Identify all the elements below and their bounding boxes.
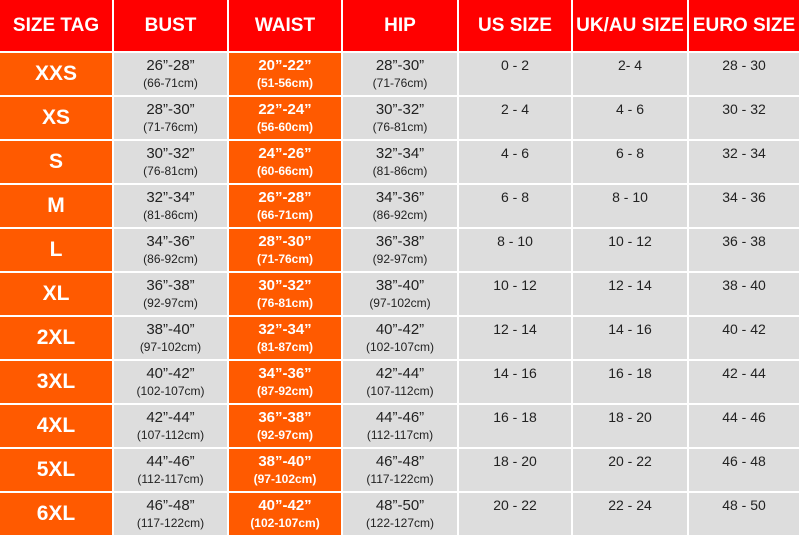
us-size-cell: 6 - 8 xyxy=(458,184,572,228)
bust-cm: (112-117cm) xyxy=(137,471,204,486)
waist-inches: 38”-40” xyxy=(258,452,312,470)
us-size-cell: 14 - 16 xyxy=(458,360,572,404)
waist-cell xyxy=(228,448,342,492)
header-us-size: US SIZE xyxy=(458,0,572,52)
header-euro-size: EURO SIZE xyxy=(688,0,800,52)
uk-size-cell: 20 - 22 xyxy=(572,448,688,492)
waist-cell xyxy=(228,52,342,96)
euro-size-cell: 48 - 50 xyxy=(688,492,800,536)
bust-inches: 36”-38” xyxy=(146,276,195,294)
bust-cell xyxy=(113,316,228,360)
hip-inches: 32”-34” xyxy=(375,144,425,162)
hip-inches: 44”-46” xyxy=(375,408,425,426)
bust-cell xyxy=(113,404,228,448)
bust-cm: (66-71cm) xyxy=(143,75,198,90)
bust-inches: 38”-40” xyxy=(146,320,195,338)
waist-cm: (97-102cm) xyxy=(253,471,317,486)
bust-inches: 46”-48” xyxy=(146,496,195,514)
waist-cm: (87-92cm) xyxy=(256,383,314,398)
hip-cm: (122-127cm) xyxy=(365,515,435,530)
bust-cell xyxy=(113,228,228,272)
waist-cell xyxy=(228,228,342,272)
waist-inches: 24”-26” xyxy=(258,144,312,162)
waist-inches: 22”-24” xyxy=(258,100,312,118)
bust-inches: 26”-28” xyxy=(146,56,195,74)
bust-inches: 42”-44” xyxy=(146,408,195,426)
header-size-tag: SIZE TAG xyxy=(0,0,113,52)
size-tag-cell: 2XL xyxy=(0,316,113,360)
size-tag-cell: XS xyxy=(0,96,113,140)
table-row xyxy=(0,360,800,404)
bust-inches: 34”-36” xyxy=(146,232,195,250)
uk-size-cell: 4 - 6 xyxy=(572,96,688,140)
header-bust: BUST xyxy=(113,0,228,52)
euro-size-cell: 44 - 46 xyxy=(688,404,800,448)
waist-cm: (66-71cm) xyxy=(256,207,314,222)
hip-cm: (92-97cm) xyxy=(372,251,428,266)
waist-inches: 30”-32” xyxy=(258,276,312,294)
waist-cell xyxy=(228,272,342,316)
waist-inches: 20”-22” xyxy=(258,56,312,74)
uk-size-cell: 8 - 10 xyxy=(572,184,688,228)
euro-size-cell: 40 - 42 xyxy=(688,316,800,360)
us-size-cell: 0 - 2 xyxy=(458,52,572,96)
size-tag-cell: 3XL xyxy=(0,360,113,404)
hip-cm: (112-117cm) xyxy=(366,427,434,442)
waist-inches: 36”-38” xyxy=(258,408,312,426)
hip-inches: 48”-50” xyxy=(375,496,425,514)
us-size-cell: 8 - 10 xyxy=(458,228,572,272)
hip-inches: 34”-36” xyxy=(375,188,425,206)
euro-size-cell: 42 - 44 xyxy=(688,360,800,404)
waist-cm: (60-66cm) xyxy=(256,163,314,178)
hip-cm: (76-81cm) xyxy=(372,119,428,134)
bust-cell xyxy=(113,272,228,316)
hip-cm: (107-112cm) xyxy=(366,383,434,398)
waist-inches: 40”-42” xyxy=(258,496,312,514)
euro-size-cell: 38 - 40 xyxy=(688,272,800,316)
us-size-cell: 2 - 4 xyxy=(458,96,572,140)
waist-cm: (71-76cm) xyxy=(256,251,314,266)
bust-inches: 32”-34” xyxy=(146,188,195,206)
bust-cm: (71-76cm) xyxy=(143,119,198,134)
table-row xyxy=(0,96,800,140)
uk-size-cell: 12 - 14 xyxy=(572,272,688,316)
bust-cell xyxy=(113,52,228,96)
table-row xyxy=(0,228,800,272)
us-size-cell: 12 - 14 xyxy=(458,316,572,360)
us-size-cell: 10 - 12 xyxy=(458,272,572,316)
waist-cell xyxy=(228,140,342,184)
waist-cm: (102-107cm) xyxy=(250,515,320,530)
size-tag-cell: S xyxy=(0,140,113,184)
hip-inches: 28”-30” xyxy=(375,56,425,74)
size-tag-cell: 4XL xyxy=(0,404,113,448)
size-tag-cell: 5XL xyxy=(0,448,113,492)
hip-cell xyxy=(342,448,458,492)
waist-cm: (51-56cm) xyxy=(256,75,314,90)
hip-inches: 46”-48” xyxy=(375,452,425,470)
hip-cell xyxy=(342,140,458,184)
bust-cm: (86-92cm) xyxy=(143,251,198,266)
uk-size-cell: 16 - 18 xyxy=(572,360,688,404)
euro-size-cell: 30 - 32 xyxy=(688,96,800,140)
bust-cm: (107-112cm) xyxy=(136,427,205,442)
waist-inches: 34”-36” xyxy=(258,364,312,382)
hip-inches: 38”-40” xyxy=(375,276,425,294)
size-tag-cell: L xyxy=(0,228,113,272)
hip-cm: (81-86cm) xyxy=(372,163,428,178)
bust-cell xyxy=(113,448,228,492)
size-tag-cell: XXS xyxy=(0,52,113,96)
euro-size-cell: 36 - 38 xyxy=(688,228,800,272)
size-tag-cell: M xyxy=(0,184,113,228)
waist-cell xyxy=(228,492,342,536)
table-row xyxy=(0,272,800,316)
hip-cell xyxy=(342,360,458,404)
waist-inches: 28”-30” xyxy=(258,232,312,250)
waist-inches: 32”-34” xyxy=(258,320,312,338)
bust-inches: 40”-42” xyxy=(146,364,195,382)
uk-size-cell: 18 - 20 xyxy=(572,404,688,448)
waist-cm: (56-60cm) xyxy=(256,119,314,134)
us-size-cell: 4 - 6 xyxy=(458,140,572,184)
hip-cell xyxy=(342,272,458,316)
waist-cell xyxy=(228,184,342,228)
uk-size-cell: 10 - 12 xyxy=(572,228,688,272)
bust-cm: (97-102cm) xyxy=(139,339,202,354)
bust-cm: (81-86cm) xyxy=(143,207,198,222)
waist-inches: 26”-28” xyxy=(258,188,312,206)
header-uk-au-size: UK/AU SIZE xyxy=(572,0,688,52)
hip-cm: (97-102cm) xyxy=(369,295,431,310)
header-waist: WAIST xyxy=(228,0,342,52)
table-row xyxy=(0,140,800,184)
hip-cell xyxy=(342,316,458,360)
uk-size-cell: 2- 4 xyxy=(572,52,688,96)
us-size-cell: 18 - 20 xyxy=(458,448,572,492)
us-size-cell: 16 - 18 xyxy=(458,404,572,448)
bust-cell xyxy=(113,360,228,404)
table-row xyxy=(0,184,800,228)
waist-cell xyxy=(228,316,342,360)
hip-cell xyxy=(342,492,458,536)
hip-cell xyxy=(342,184,458,228)
hip-inches: 30”-32” xyxy=(375,100,425,118)
table-row xyxy=(0,448,800,492)
bust-inches: 28”-30” xyxy=(146,100,195,118)
bust-cm: (102-107cm) xyxy=(136,383,205,398)
uk-size-cell: 14 - 16 xyxy=(572,316,688,360)
bust-cell xyxy=(113,96,228,140)
bust-cm: (76-81cm) xyxy=(143,163,198,178)
waist-cm: (81-87cm) xyxy=(256,339,314,354)
bust-inches: 44”-46” xyxy=(146,452,195,470)
header-hip: HIP xyxy=(342,0,458,52)
waist-cell xyxy=(228,96,342,140)
euro-size-cell: 34 - 36 xyxy=(688,184,800,228)
table-row xyxy=(0,52,800,96)
uk-size-cell: 22 - 24 xyxy=(572,492,688,536)
bust-cell xyxy=(113,140,228,184)
hip-cm: (71-76cm) xyxy=(372,75,428,90)
euro-size-cell: 32 - 34 xyxy=(688,140,800,184)
waist-cm: (92-97cm) xyxy=(256,427,314,442)
header-row xyxy=(0,0,800,52)
waist-cell xyxy=(228,404,342,448)
size-tag-cell: 6XL xyxy=(0,492,113,536)
hip-cm: (86-92cm) xyxy=(372,207,428,222)
bust-cell xyxy=(113,492,228,536)
hip-inches: 40”-42” xyxy=(375,320,425,338)
hip-cell xyxy=(342,228,458,272)
waist-cm: (76-81cm) xyxy=(256,295,314,310)
table-row xyxy=(0,316,800,360)
euro-size-cell: 28 - 30 xyxy=(688,52,800,96)
table-row xyxy=(0,404,800,448)
bust-inches: 30”-32” xyxy=(146,144,195,162)
bust-cm: (117-122cm) xyxy=(136,515,205,530)
hip-inches: 36”-38” xyxy=(375,232,425,250)
size-rows xyxy=(0,52,800,536)
euro-size-cell: 46 - 48 xyxy=(688,448,800,492)
hip-cell xyxy=(342,96,458,140)
table-row xyxy=(0,492,800,536)
hip-inches: 42”-44” xyxy=(375,364,425,382)
hip-cm: (117-122cm) xyxy=(366,471,434,486)
hip-cm: (102-107cm) xyxy=(365,339,435,354)
uk-size-cell: 6 - 8 xyxy=(572,140,688,184)
hip-cell xyxy=(342,52,458,96)
bust-cm: (92-97cm) xyxy=(143,295,198,310)
us-size-cell: 20 - 22 xyxy=(458,492,572,536)
bust-cell xyxy=(113,184,228,228)
hip-cell xyxy=(342,404,458,448)
waist-cell xyxy=(228,360,342,404)
size-tag-cell: XL xyxy=(0,272,113,316)
